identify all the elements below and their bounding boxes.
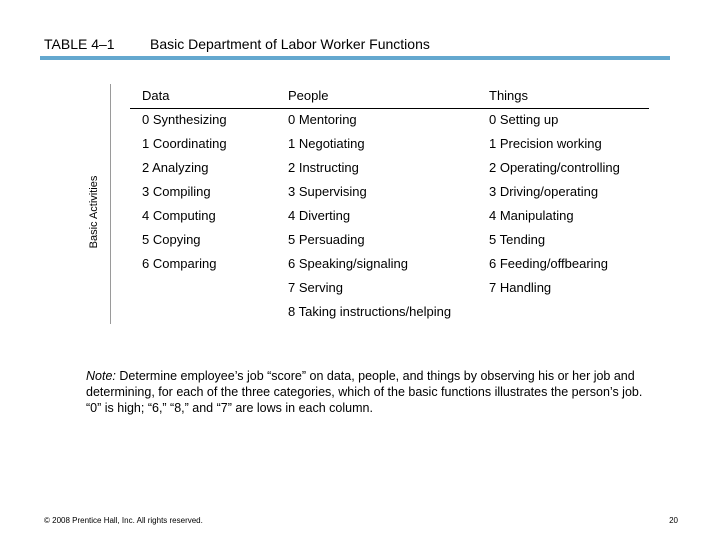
list-item: 3 Driving/operating xyxy=(489,184,599,199)
header-rule xyxy=(40,56,670,60)
list-item: 3 Compiling xyxy=(142,184,211,199)
list-item: 1 Precision working xyxy=(489,136,602,151)
table-number: TABLE 4–1 xyxy=(44,36,115,52)
column-heading-things: Things xyxy=(489,88,529,103)
list-item: 1 Coordinating xyxy=(142,136,227,151)
copyright-notice: © 2008 Prentice Hall, Inc. All rights reserved. xyxy=(44,516,203,525)
list-item: 0 Mentoring xyxy=(288,112,357,127)
list-item: 4 Diverting xyxy=(288,208,351,223)
list-item: 2 Operating/controlling xyxy=(489,160,620,175)
list-item: 0 Synthesizing xyxy=(142,112,227,127)
list-item: 8 Taking instructions/helping xyxy=(288,304,452,319)
list-item: 7 Serving xyxy=(288,280,343,295)
list-item: 5 Persuading xyxy=(288,232,365,247)
side-divider xyxy=(110,84,111,324)
list-item: 2 Instructing xyxy=(288,160,359,175)
column-things xyxy=(489,108,620,300)
column-people xyxy=(288,108,451,324)
list-item: 4 Computing xyxy=(142,208,216,223)
list-item: 5 Tending xyxy=(489,232,546,247)
side-label-text: Basic Activities xyxy=(88,175,100,249)
list-item: 3 Supervising xyxy=(288,184,367,199)
column-data xyxy=(142,108,227,276)
list-item: 2 Analyzing xyxy=(142,160,209,175)
page-number: 20 xyxy=(669,516,678,525)
slide-header xyxy=(0,36,720,56)
list-item: 5 Copying xyxy=(142,232,201,247)
table-title: Basic Department of Labor Worker Functions xyxy=(150,36,430,52)
note-text: Determine employee’s job “score” on data, people, and things by observing his or her job and determining, for each of the three categories, which of the basic functions illustrates the person’s job. “0” is high; “6,” “8,” and “7” are lows in each column. xyxy=(86,369,643,415)
list-item: 4 Manipulating xyxy=(489,208,574,223)
table-note xyxy=(86,368,646,416)
list-item: 1 Negotiating xyxy=(288,136,365,151)
note-label: Note: xyxy=(86,369,116,383)
column-heading-people: People xyxy=(288,88,329,103)
list-item: 6 Speaking/signaling xyxy=(288,256,408,271)
list-item: 0 Setting up xyxy=(489,112,559,127)
list-item: 7 Handling xyxy=(489,280,552,295)
list-item: 6 Comparing xyxy=(142,256,217,271)
list-item: 6 Feeding/offbearing xyxy=(489,256,609,271)
column-header-row xyxy=(130,84,649,109)
column-heading-data: Data xyxy=(142,88,170,103)
